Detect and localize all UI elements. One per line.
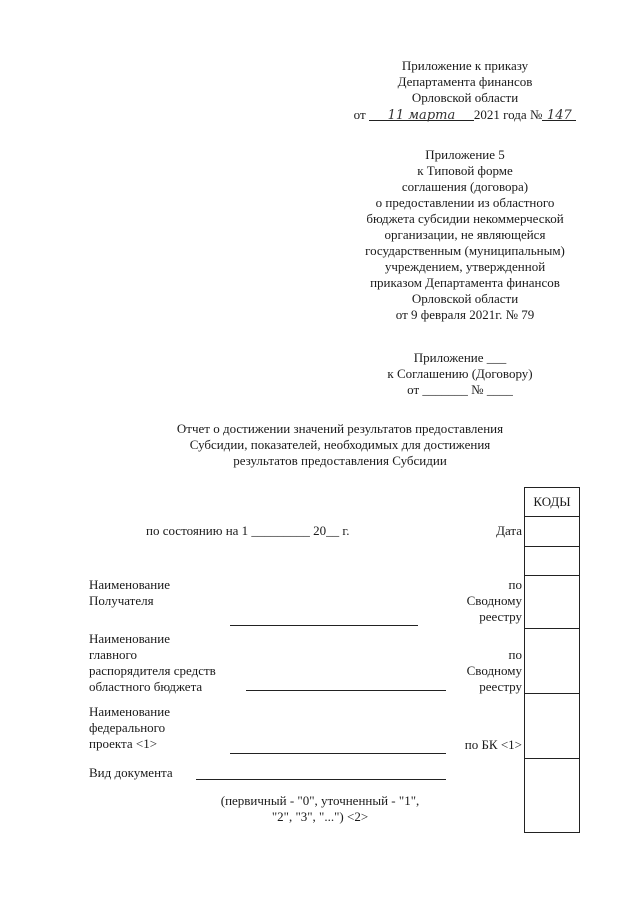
doctype-note-line: "2", "3", "...") <2> — [271, 809, 369, 824]
registry-label-line: Сводному — [466, 663, 522, 678]
appendix5-line: приказом Департамента финансов — [370, 275, 560, 290]
order-header-line: Департамента финансов — [397, 74, 533, 89]
recipient-label-line: Наименование — [89, 577, 170, 592]
appendix5-line: бюджета субсидии некоммерческой — [366, 211, 564, 226]
appendix5-line: учреждением, утвержденной — [384, 259, 546, 274]
order-date-prefix: от — [353, 107, 366, 122]
appendix5-line: о предоставлении из областного — [375, 195, 555, 210]
appendix5-line: Орловской области — [411, 291, 519, 306]
appendix5-line: соглашения (договора) — [401, 179, 529, 194]
codes-cell-blank — [525, 547, 579, 576]
registry-label-line: реестру — [479, 679, 522, 694]
project-label-line: Наименование — [89, 704, 170, 719]
recipient-registry-label — [430, 577, 522, 625]
codes-cell-doctype — [525, 759, 579, 832]
as-of-date: по состоянию на 1 _________ 20__ г. — [146, 523, 350, 538]
date-label: Дата — [496, 523, 522, 538]
project-bk-label: по БК <1> — [464, 737, 522, 752]
doctype-note — [180, 793, 460, 825]
manager-label-line: распорядителя средств — [89, 663, 216, 678]
registry-label-line: реестру — [479, 609, 522, 624]
agreement-appendix-line: от _______ № ____ — [407, 382, 513, 397]
codes-cell-date — [525, 517, 579, 547]
order-date-line — [330, 107, 600, 123]
manager-label-line: Наименование — [89, 631, 170, 646]
doctype-label: Вид документа — [89, 765, 173, 780]
manager-label — [89, 631, 216, 695]
recipient-label — [89, 577, 170, 609]
project-field[interactable] — [230, 753, 446, 754]
manager-label-line: областного бюджета — [89, 679, 203, 694]
codes-cell-manager — [525, 629, 579, 694]
project-label-line: проекта <1> — [89, 736, 158, 751]
order-number-blank — [542, 107, 576, 121]
registry-label-line: по — [508, 577, 522, 592]
appendix5-line: организации, не являющейся — [384, 227, 546, 242]
order-date-handwritten: 11 марта — [387, 108, 456, 123]
appendix5-block — [330, 147, 600, 323]
doctype-note-line: (первичный - "0", уточненный - "1", — [220, 793, 420, 808]
codes-cell-project — [525, 694, 579, 759]
project-label-line: федерального — [89, 720, 166, 735]
order-header-line: Орловской области — [411, 90, 519, 105]
order-year-text: 2021 года № — [473, 107, 543, 122]
report-title-line: Субсидии, показателей, необходимых для достижения — [189, 437, 491, 452]
appendix5-line: Приложение 5 — [425, 147, 505, 162]
appendix5-line: государственным (муниципальным) — [365, 243, 565, 258]
registry-label-line: Сводному — [466, 593, 522, 608]
order-header — [330, 58, 600, 123]
codes-cell-recipient — [525, 576, 579, 629]
codes-table — [524, 487, 580, 833]
report-title-line: Отчет о достижении значений результатов предоставления — [176, 421, 504, 436]
manager-field[interactable] — [246, 690, 446, 691]
recipient-label-line: Получателя — [89, 593, 154, 608]
doctype-field[interactable] — [196, 779, 446, 780]
project-label — [89, 704, 170, 752]
agreement-appendix-line: к Соглашению (Договору) — [387, 366, 533, 381]
registry-label-line: по — [508, 647, 522, 662]
codes-header: КОДЫ — [525, 488, 579, 517]
agreement-appendix-line: Приложение ___ — [413, 350, 507, 365]
appendix5-line: к Типовой форме — [417, 163, 513, 178]
order-header-line: Приложение к приказу — [401, 58, 529, 73]
report-title-line: результатов предоставления Субсидии — [233, 453, 447, 468]
report-title — [100, 421, 580, 469]
order-date-blank — [369, 107, 474, 121]
appendix5-line: от 9 февраля 2021г. № 79 — [395, 307, 535, 322]
recipient-field[interactable] — [230, 625, 418, 626]
order-number-handwritten: 147 — [546, 108, 572, 123]
manager-label-line: главного — [89, 647, 138, 662]
agreement-appendix — [360, 350, 560, 398]
manager-registry-label — [430, 647, 522, 695]
